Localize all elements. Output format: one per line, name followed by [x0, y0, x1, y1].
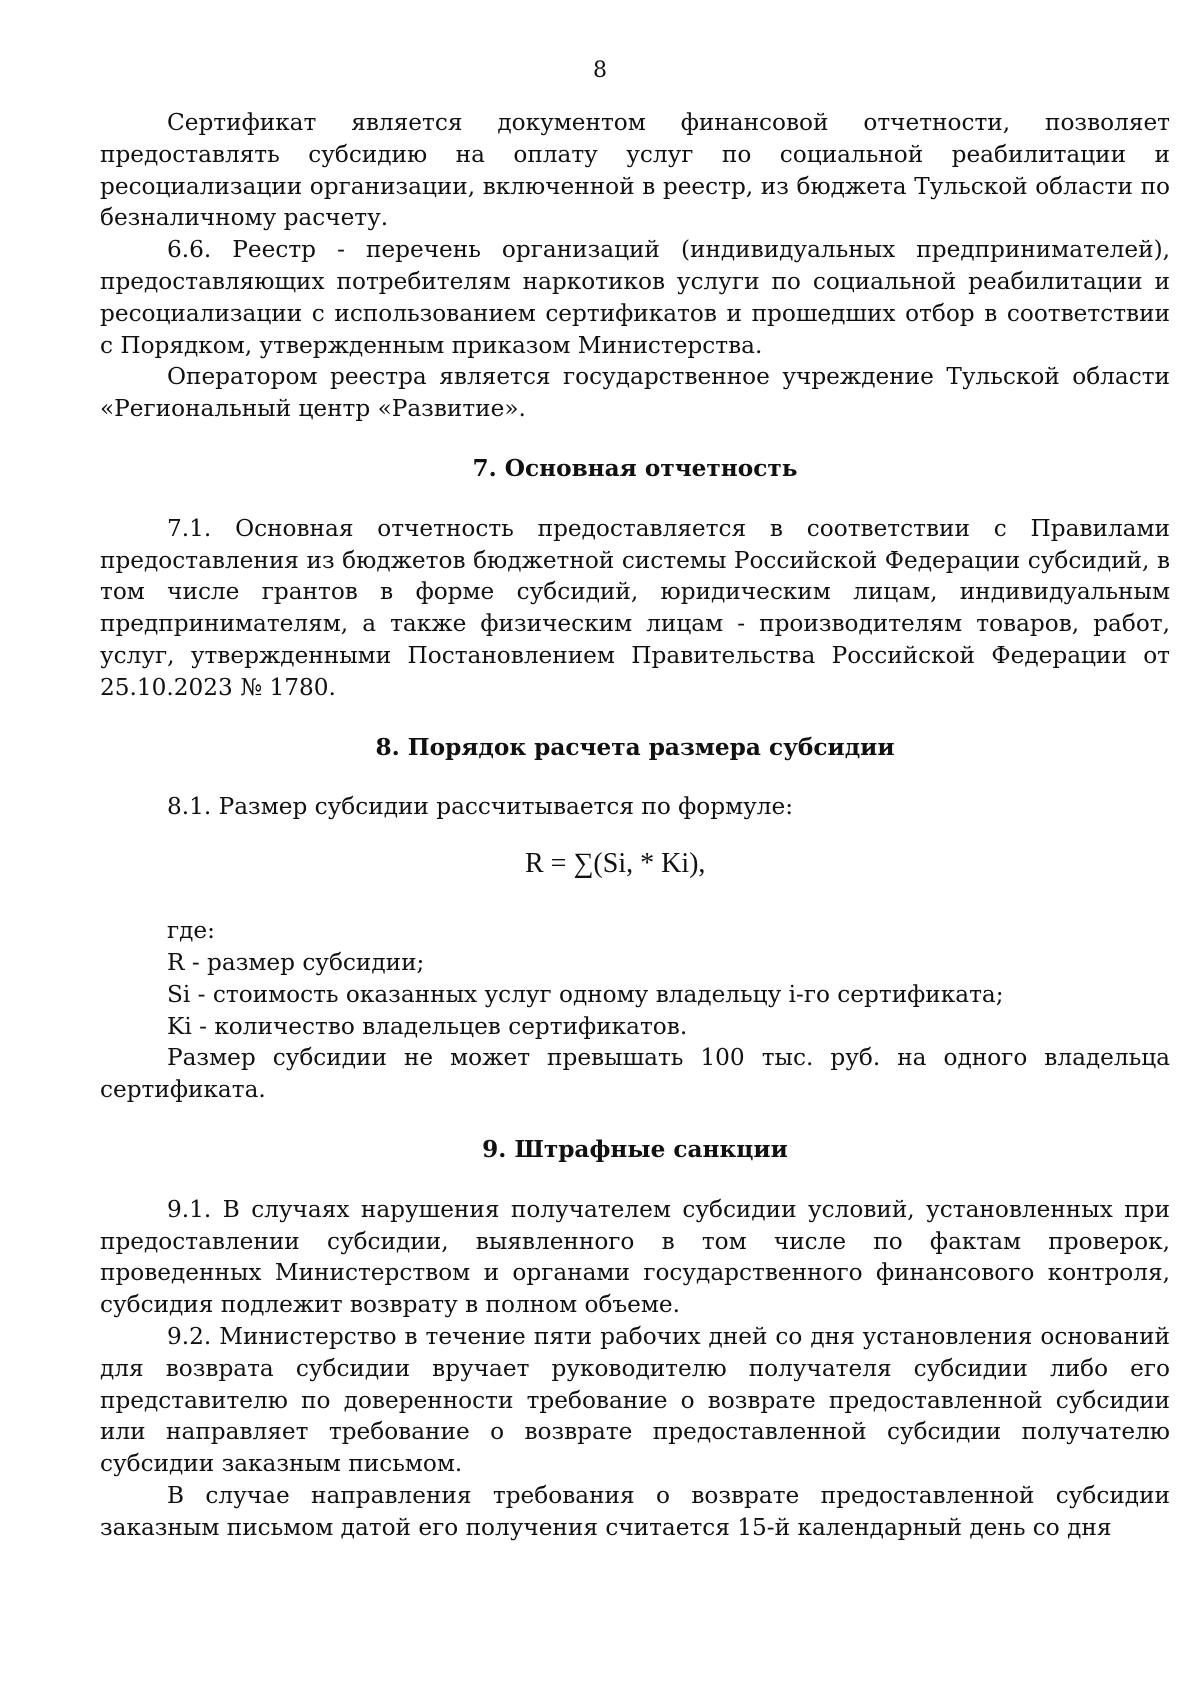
paragraph-6-6: 6.6. Реестр - перечень организаций (индивидуальных предпринимателей), предоставляющих потребителям наркотиков услуги по социальной реабилитации и ресоциализации с использованием сертификатов и прошедших отбор в соответствии с Порядком, утвержденным приказом Министерства.: [100, 236, 1170, 359]
definition-si: Si - стоимость оказанных услуг одному владельцу i-го сертификата;: [167, 980, 1004, 1008]
definition-r: R - размер субсидии;: [167, 948, 425, 976]
paragraph-registry-operator: Оператором реестра является государственное учреждение Тульской области «Региональный центр «Развитие».: [100, 363, 1170, 423]
section-9-heading: 9. Штрафные санкции: [482, 1135, 788, 1163]
paragraph-8-1: 8.1. Размер субсидии рассчитывается по формуле:: [167, 793, 794, 821]
section-7-heading: 7. Основная отчетность: [472, 454, 798, 482]
document-body: [100, 107, 1170, 1543]
where-label: где:: [167, 917, 215, 945]
paragraph-9-2: 9.2. Министерство в течение пяти рабочих дней со дня установления оснований для возврата субсидии вручает руководителю получателя субсидии либо его представителю по доверенности требование о возврате предоставленной субсидии или направляет требование о возврате предоставленной субсидии получателю субсидии заказным письмом.: [100, 1322, 1170, 1478]
paragraph-subsidy-limit: Размер субсидии не может превышать 100 тыс. руб. на одного владельца сертификата.: [100, 1044, 1170, 1104]
formula-text: R = ∑(Si, * Ki),: [525, 848, 706, 880]
subsidy-formula: [100, 827, 1170, 907]
paragraph-registered-mail: В случае направления требования о возврате предоставленной субсидии заказным письмом датой его получения считается 15-й календарный день со дня: [100, 1481, 1170, 1541]
paragraph-7-1: 7.1. Основная отчетность предоставляется в соответствии с Правилами предоставления из бюджетов бюджетной системы Российской Федерации субсидий, в том числе грантов в форме субсидий, юридическим лицам, индивидуальным предпринимателям, а также физическим лицам - производителям товаров, работ, услуг, утвержденными Постановлением Правительства Российской Федерации от 25.10.2023 № 1780.: [100, 514, 1170, 701]
paragraph-9-1: 9.1. В случаях нарушения получателем субсидии условий, установленных при предоставлении субсидии, выявленного в том числе по фактам проверок, проведенных Министерством и органами государственного финансового контроля, субсидия подлежит возврату в полном объеме.: [100, 1195, 1170, 1319]
page-number: 8: [593, 58, 607, 83]
paragraph-certificate: Сертификат является документом финансовой отчетности, позволяет предоставлять субсидию на оплату услуг по социальной реабилитации и ресоциализации организации, включенной в реестр, из бюджета Тульской области по безналичному расчету.: [100, 109, 1170, 232]
definition-ki: Ki - количество владельцев сертификатов.: [167, 1012, 688, 1040]
section-8-heading: 8. Порядок расчета размера субсидии: [375, 733, 895, 761]
